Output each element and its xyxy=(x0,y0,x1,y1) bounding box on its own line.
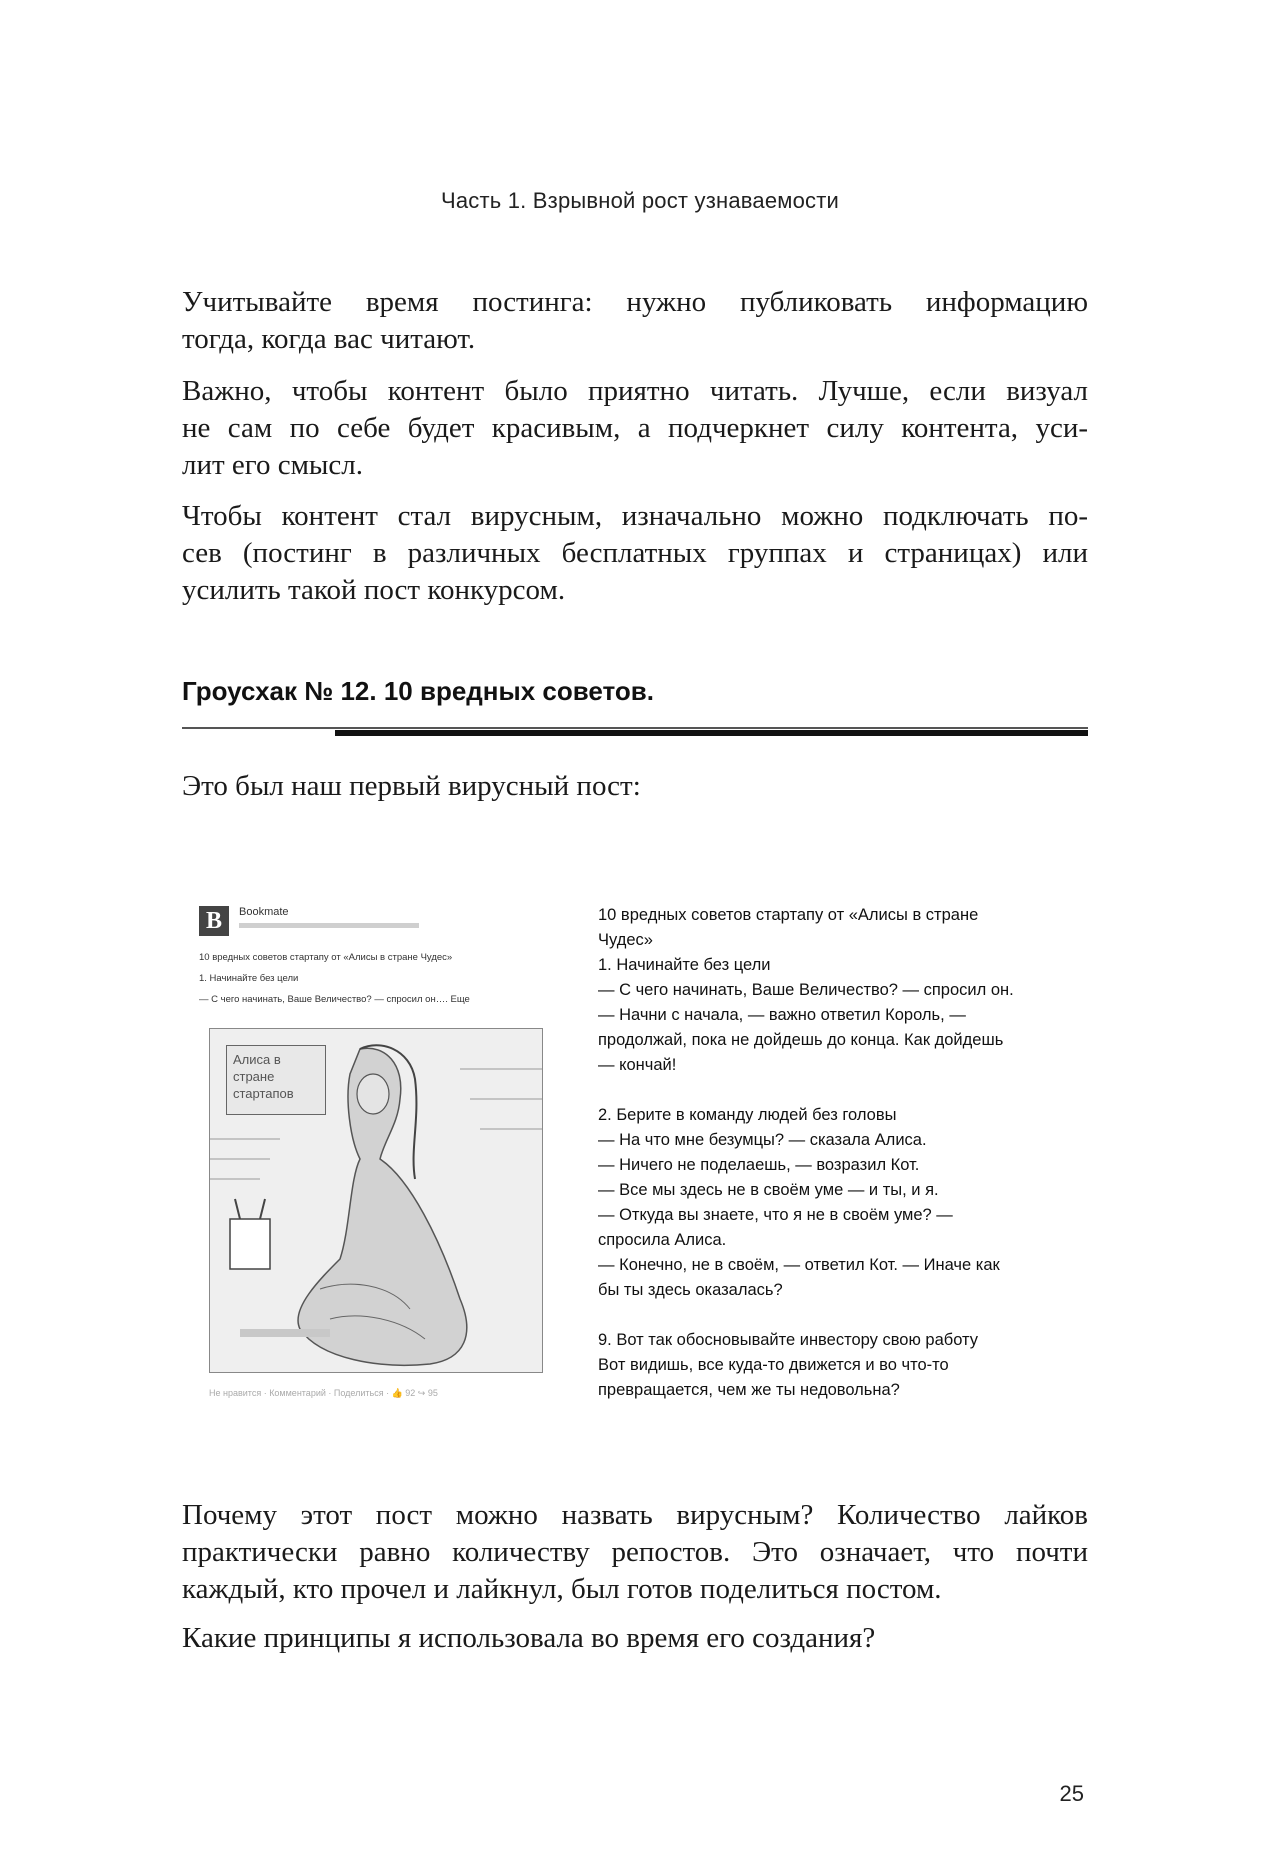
paragraph-line: тогда, когда вас читают. xyxy=(182,323,476,355)
paragraph-line: не сам по себе будет красивым, а подчеркнет силу контента, уси- xyxy=(182,412,1088,444)
paragraph-line: практически равно количеству репостов. Это означает, что почти xyxy=(182,1536,1088,1568)
section-title: Гроусхак № 12. 10 вредных советов. xyxy=(182,676,654,706)
post-full-text-line: — Все мы здесь не в своём уме — и ты, и я. xyxy=(598,1181,939,1199)
post-full-text-gap xyxy=(598,1078,1078,1103)
post-full-text-line: — С чего начинать, Ваше Величество? — спросил он. xyxy=(598,981,1014,999)
paragraph-line: Чтобы контент стал вирусным, изначально можно подключать по- xyxy=(182,500,1088,532)
paragraph-line: Важно, чтобы контент было приятно читать. Лучше, если визуал xyxy=(182,375,1088,407)
paragraph-1 xyxy=(182,284,1088,358)
post-full-text-line: Вот видишь, все куда-то движется и во что-то xyxy=(598,1356,949,1374)
post-full-text-line: 9. Вот так обосновывайте инвестору свою работу xyxy=(598,1331,979,1349)
image-caption: Алиса в стране стартапов xyxy=(226,1045,326,1115)
alice-illustration xyxy=(209,1028,543,1373)
post-full-text-line: превращается, чем же ты недовольна? xyxy=(598,1381,900,1399)
post-account-name: Bookmate xyxy=(239,906,289,918)
post-full-text-line: спросила Алиса. xyxy=(598,1231,727,1249)
paragraph-line: Учитывайте время постинга: нужно публиковать информацию xyxy=(182,286,1088,318)
paragraph-4 xyxy=(182,1497,1088,1608)
post-full-text-line: 2. Берите в команду людей без головы xyxy=(598,1106,897,1124)
intro-line: Это был наш первый вирусный пост: xyxy=(182,770,641,802)
post-screenshot xyxy=(193,900,563,1420)
section-rule-thick xyxy=(335,730,1088,736)
running-header: Часть 1. Взрывной рост узнаваемости xyxy=(440,188,840,213)
post-full-text xyxy=(598,903,1078,1403)
post-full-text-line: бы ты здесь оказалась? xyxy=(598,1281,783,1299)
post-full-text-gap xyxy=(598,1303,1078,1328)
post-full-text-line: — Начни с начала, — важно ответил Король, — xyxy=(598,1006,966,1024)
post-full-text-line: продолжай, пока не дойдешь до конца. Как дойдешь xyxy=(598,1031,1004,1049)
paragraph-line: сев (постинг в различных бесплатных группах и страницах) или xyxy=(182,537,1088,569)
post-actions: Не нравится · Комментарий · Поделиться · 👍 92 ↪ 95 xyxy=(209,1388,438,1398)
post-account-subline xyxy=(239,923,419,928)
paragraph-2 xyxy=(182,373,1088,484)
page-number: 25 xyxy=(1059,1781,1084,1806)
post-full-text-line: — кончай! xyxy=(598,1056,677,1074)
paragraph-line: каждый, кто прочел и лайкнул, был готов поделиться постом. xyxy=(182,1573,942,1605)
post-full-text-line: Чудес» xyxy=(598,931,653,949)
post-full-text-line: — Конечно, не в своём, — ответил Кот. — Иначе как xyxy=(598,1256,1000,1274)
section-rule-thin xyxy=(182,727,1088,729)
post-text-line: 10 вредных советов стартапу от «Алисы в стране Чудес» xyxy=(199,952,453,963)
post-text-line: 1. Начинайте без цели xyxy=(199,973,299,984)
bookmate-logo-icon: B xyxy=(199,906,229,936)
post-full-text-line: — Откуда вы знаете, что я не в своём уме? — xyxy=(598,1206,953,1224)
post-full-text-line: — Ничего не поделаешь, — возразил Кот. xyxy=(598,1156,920,1174)
post-text-line: — С чего начинать, Ваше Величество? — спросил он…. Еще xyxy=(199,994,470,1005)
paragraph-line: Почему этот пост можно назвать вирусным? Количество лайков xyxy=(182,1499,1088,1531)
paragraph-5: Какие принципы я использовала во время его создания? xyxy=(182,1622,876,1654)
paragraph-line: усилить такой пост конкурсом. xyxy=(182,574,566,606)
post-full-text-line: — На что мне безумцы? — сказала Алиса. xyxy=(598,1131,927,1149)
paragraph-3 xyxy=(182,498,1088,609)
post-full-text-line: 10 вредных советов стартапу от «Алисы в стране xyxy=(598,906,979,924)
post-full-text-line: 1. Начинайте без цели xyxy=(598,956,771,974)
paragraph-line: лит его смысл. xyxy=(182,449,364,481)
